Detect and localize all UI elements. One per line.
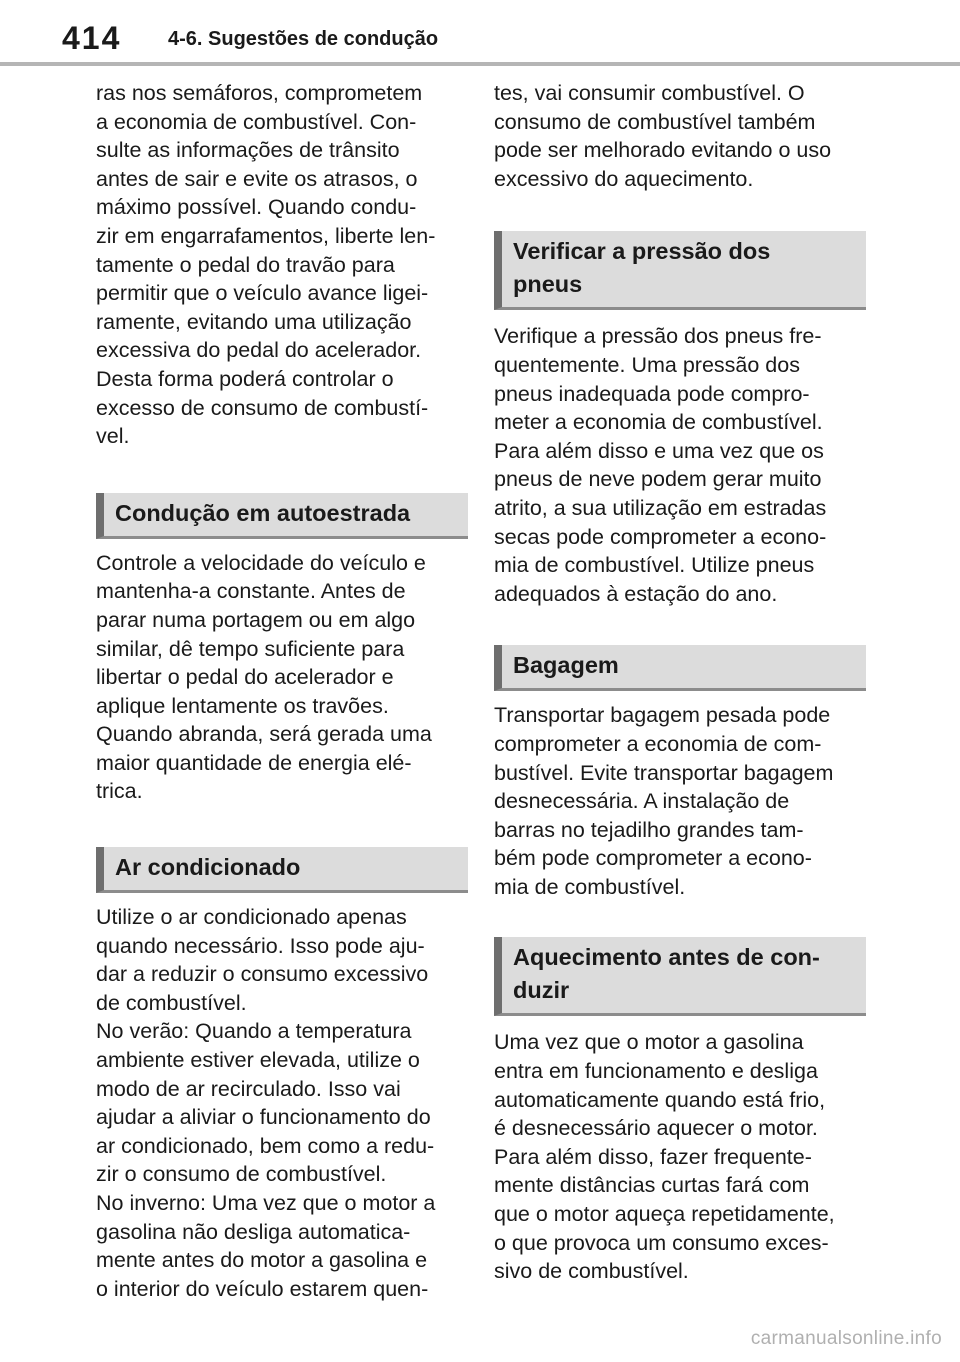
intro-paragraph-left: ras nos semáforos, comprometem a economia de combustível. Con- sulte as informações de trânsito antes de sair e evite os atrasos, o máximo possível. Quando condu- zir em engarrafamentos, liberte len- tamente o pedal do travão para permitir que o veículo avance ligei- ramente, evitando uma utilização excessiva do pedal do acelerador. Desta forma poderá controlar o excesso de consumo de combustí- vel.	[96, 81, 436, 449]
page-number: 414	[62, 20, 122, 56]
right-column	[494, 79, 866, 1286]
watermark: carmanualsonline.info	[750, 1328, 942, 1349]
left-column	[96, 79, 468, 1303]
section-title: 4-6. Sugestões de condução	[168, 28, 439, 50]
heading-warm-up: Aquecimento antes de con- duzir	[494, 937, 866, 1016]
heading-highway-driving: Condução em autoestrada	[96, 493, 468, 539]
air-conditioning-paragraph: Utilize o ar condicionado apenas quando necessário. Isso pode aju- dar a reduzir o consumo excessivo de combustível. No verão: Quando a temperatura ambiente estiver elevada, utilize o modo de ar recirculado. Isso vai ajudar a aliviar o funcionamento do ar condicionado, bem como a redu- zir o consumo de combustível. No inverno: Uma vez que o motor a gasolina não desliga automatica- mente antes do motor a gasolina e o interior do veículo estarem quen-	[96, 905, 436, 1301]
tire-pressure-paragraph: Verifique a pressão dos pneus fre- quentemente. Uma pressão dos pneus inadequada pode compro- meter a economia de combustível. Para além disso e uma vez que os pneus de neve podem gerar muito atrito, a sua utilização em estradas secas pode comprometer a econo- mia de combustível. Utilize pneus adequados à estação do ano.	[494, 324, 827, 606]
page-header	[0, 0, 960, 66]
heading-tire-pressure: Verificar a pressão dos pneus	[494, 231, 866, 310]
luggage-paragraph: Transportar bagagem pesada pode comprometer a economia de com- bustível. Evite transportar bagagem desnecessária. A instalação de barras no tejadilho grandes tam- bém pode comprometer a econo- mia de combustível.	[494, 703, 834, 899]
highway-driving-paragraph: Controle a velocidade do veículo e mantenha-a constante. Antes de parar numa portagem ou em algo similar, dê tempo suficiente para libertar o pedal do acelerador e aplique lentamente os travões. Quando abranda, será gerada uma maior quantidade de energia elé- trica.	[96, 550, 432, 804]
heading-luggage: Bagagem	[494, 645, 866, 691]
header-rule	[0, 62, 960, 66]
intro-paragraph-right: tes, vai consumir combustível. O consumo de combustível também pode ser melhorado evitando o uso excessivo do aquecimento.	[494, 81, 832, 191]
heading-air-conditioning: Ar condicionado	[96, 847, 468, 893]
warm-up-paragraph: Uma vez que o motor a gasolina entra em funcionamento e desliga automaticamente quando está frio, é desnecessário aquecer o motor. Para além disso, fazer frequente- mente distâncias curtas fará com que o motor aqueça repetidamente, o que provoca um consumo exces- sivo de combustível.	[494, 1030, 835, 1284]
